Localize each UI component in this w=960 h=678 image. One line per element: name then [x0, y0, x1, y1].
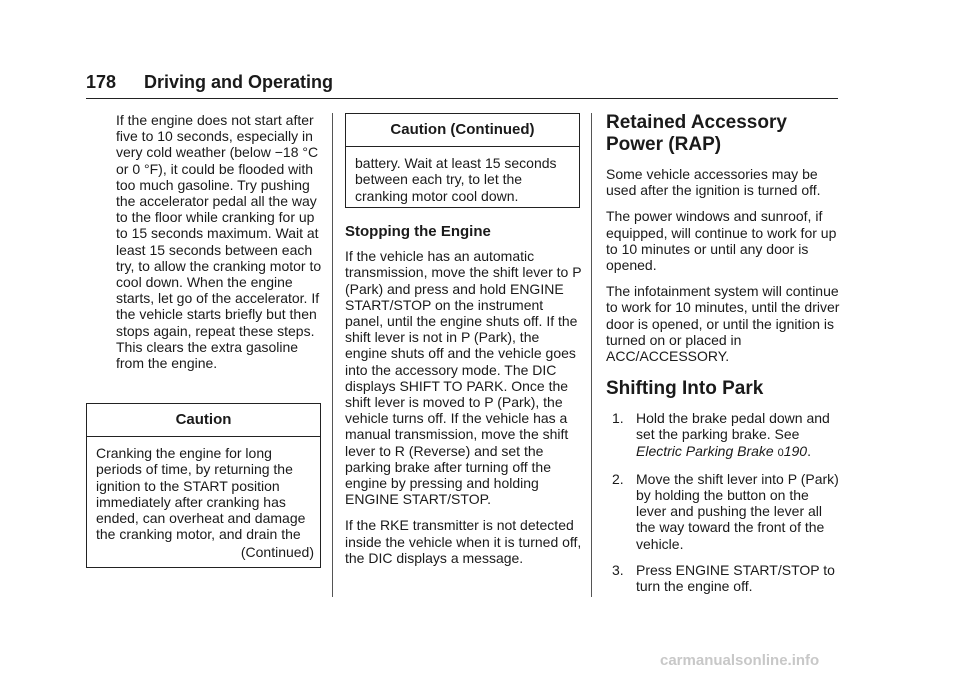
stopping-engine-paragraph-1: If the vehicle has an automatic transmission, move the shift lever to P (Park) and press and hold ENGINE START/STOP on the instrument panel, until the engine shuts off. If the shift lever is not in P (Park), the engine shuts off and the vehicle goes into the accessory mode. The DIC displays SHIFT TO PARK. Once the shift lever is moved to P (Park), the vehicle turns off. If the vehicle has a manual transmission, move the shift lever to R (Reverse) and set the parking brake after turning off the engine by pressing and holding ENGINE START/STOP. — [345, 248, 582, 508]
rap-paragraph-3: The infotainment system will continue to work for 10 minutes, until the driver door is opened, or until the ignition is turned on or placed in ACC/ACCESSORY. — [606, 283, 840, 365]
step-text: Press ENGINE START/STOP to turn the engine off. — [636, 561, 835, 595]
page-reference[interactable]: 190 — [783, 442, 808, 459]
column-2 — [345, 224, 583, 576]
watermark: carmanualsonline.info — [660, 652, 820, 669]
caution-body: Cranking the engine for long periods of time, by returning the ignition to the START position immediately after cranking has ended, can overheat and damage the cranking motor, and drain the — [96, 445, 306, 543]
cross-reference-link[interactable]: Electric Parking Brake — [636, 442, 774, 459]
step-end: . — [807, 442, 811, 459]
list-item — [606, 562, 842, 594]
step-text: Move the shift lever into P (Park) by holding the button on the lever and pushing the lever all the way toward the front of the vehicle. — [636, 470, 839, 552]
list-item — [606, 471, 842, 552]
column-divider-1 — [332, 113, 333, 597]
page-number: 178 — [86, 72, 117, 92]
page-header — [86, 70, 838, 99]
rap-paragraph-2: The power windows and sunroof, if equipped, will continue to work for up to 10 minutes or until any door is opened. — [606, 208, 837, 274]
shifting-into-park-heading: Shifting Into Park — [606, 378, 764, 400]
step-number: 1. — [612, 410, 624, 427]
column-3 — [606, 112, 842, 604]
page-reference-icon: 0 — [777, 446, 784, 459]
rap-paragraph-1: Some vehicle accessories may be used after the ignition is turned off. — [606, 166, 821, 199]
caution-box-cranking — [86, 403, 321, 568]
caution-title: Caution — [87, 404, 320, 437]
column-1 — [116, 112, 326, 381]
step-number: 3. — [612, 561, 624, 578]
rap-heading: Retained Accessory Power (RAP) — [606, 112, 787, 155]
caution-continued-title: Caution (Continued) — [346, 114, 579, 147]
caution-continued: (Continued) — [240, 544, 314, 561]
caution-box-continued — [345, 113, 580, 208]
step-text: Hold the brake pedal down and set the parking brake. See — [636, 410, 830, 443]
flooded-engine-paragraph: If the engine does not start after five to 10 seconds, especially in very cold weather (below −18 °C or 0 °F), it could be flooded with too much gasoline. Try pushing the accelerator pedal all the way to the floor while cranking for up to 15 seconds maximum. Wait at least 15 seconds between each try, to allow the cranking motor to cool down. When the engine starts, let go of the accelerator. If the vehicle starts briefly but then stops again, repeat these steps. This clears the extra gasoline from the engine. — [116, 112, 322, 372]
stopping-engine-heading: Stopping the Engine — [345, 223, 491, 240]
caution-continued-body: battery. Wait at least 15 seconds between each try, to let the cranking motor cool down. — [355, 155, 557, 204]
step-number: 2. — [612, 470, 624, 487]
list-item — [606, 410, 842, 461]
column-divider-2 — [591, 113, 592, 597]
park-steps-list — [606, 410, 842, 594]
stopping-engine-paragraph-2: If the RKE transmitter is not detected inside the vehicle when it is turned off, the DIC displays a message. — [345, 517, 582, 566]
chapter-title: Driving and Operating — [144, 72, 334, 92]
